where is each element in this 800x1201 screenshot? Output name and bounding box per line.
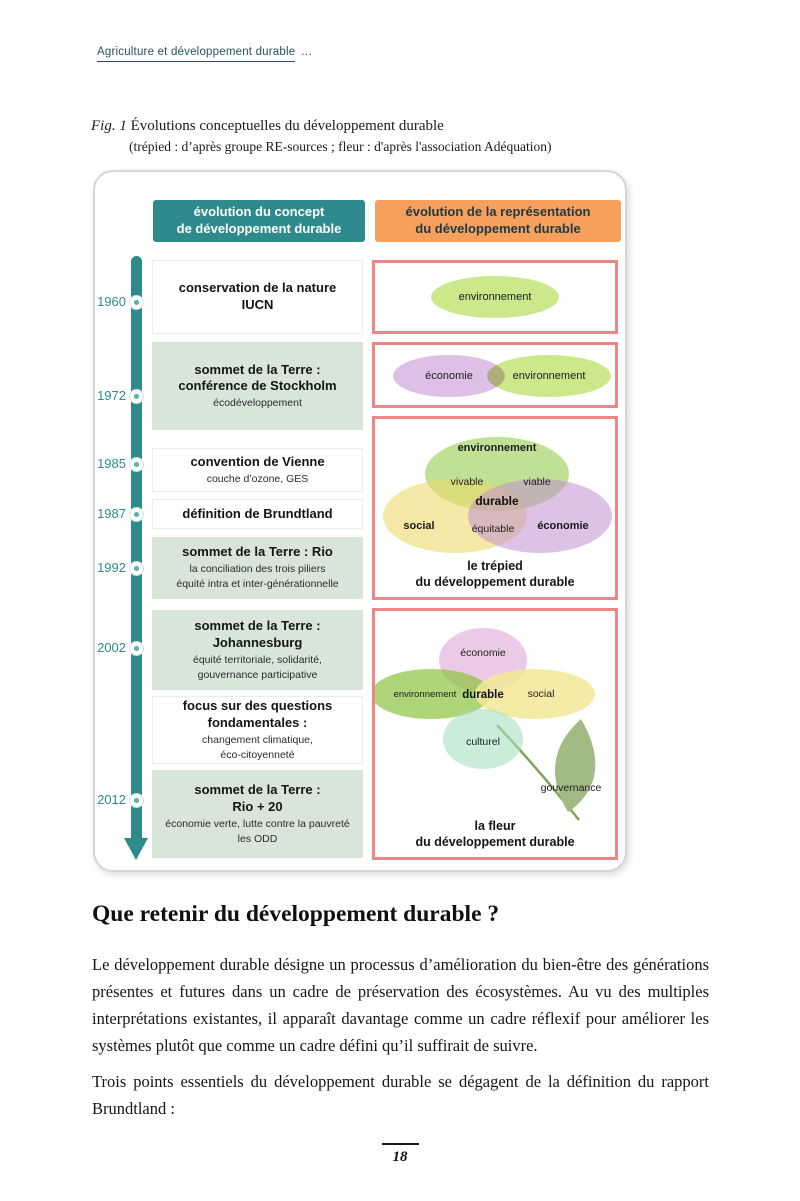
venn-label-vivable: vivable bbox=[450, 476, 484, 488]
venn-label-durable: durable bbox=[475, 494, 519, 508]
page-number: 18 bbox=[392, 1149, 408, 1165]
event-title-line: convention de Vienne bbox=[190, 453, 325, 469]
event-vienne bbox=[152, 448, 363, 492]
year-1985: 1985 bbox=[97, 456, 126, 471]
event-sub-line: équité intra et inter-générationnelle bbox=[176, 578, 339, 591]
event-title-line: focus sur des questions bbox=[182, 697, 333, 713]
fleur-caption-line2: du développement durable bbox=[415, 834, 575, 849]
concept-header-line1: évolution du concept bbox=[193, 204, 325, 220]
event-rio bbox=[152, 537, 363, 599]
economie-ellipse: économie bbox=[393, 355, 505, 397]
event-rio-plus-20 bbox=[152, 770, 363, 858]
year-2002: 2002 bbox=[97, 640, 126, 655]
timeline-marker-icon bbox=[130, 508, 143, 521]
trepied-box bbox=[372, 416, 618, 600]
venn-label-viable: viable bbox=[523, 476, 551, 488]
event-johannesburg bbox=[152, 610, 363, 690]
timeline-marker-icon bbox=[130, 562, 143, 575]
flower-label-culturel: culturel bbox=[466, 736, 500, 748]
event-title-line: sommet de la Terre : bbox=[194, 361, 321, 377]
figure-caption-title: Évolutions conceptuelles du développement durable bbox=[130, 118, 444, 134]
year-1992: 1992 bbox=[97, 560, 126, 575]
running-head-ellipsis: … bbox=[300, 46, 313, 58]
gouvernance-leaf bbox=[555, 719, 595, 812]
running-head-title: Agriculture et développement durable bbox=[97, 46, 295, 62]
event-title-line: définition de Brundtland bbox=[182, 505, 333, 521]
venn-ellipse-economie bbox=[468, 479, 612, 553]
event-sub-line: les ODD bbox=[237, 832, 278, 845]
figure-caption bbox=[91, 118, 444, 135]
fleur-caption bbox=[375, 818, 615, 851]
event-title-line: Rio + 20 bbox=[232, 798, 283, 814]
timeline-bar bbox=[131, 256, 142, 838]
representation-header-line2: du développement durable bbox=[415, 221, 581, 236]
event-sub-line: gouvernance participative bbox=[197, 668, 318, 681]
timeline-marker-icon bbox=[130, 390, 143, 403]
event-sub-line: couche d’ozone, GES bbox=[206, 472, 309, 485]
environnement-ellipse: environnement bbox=[431, 276, 559, 318]
timeline-marker-icon bbox=[130, 458, 143, 471]
venn-diagram bbox=[375, 421, 615, 567]
footer-rule bbox=[382, 1143, 419, 1145]
event-sub-line: changement climatique, bbox=[202, 733, 313, 746]
year-2012: 2012 bbox=[97, 792, 126, 807]
trepied-caption-line1: le trépied bbox=[467, 558, 523, 573]
environnement-ellipse: environnement bbox=[487, 355, 611, 397]
event-sub-line: la conciliation des trois piliers bbox=[189, 563, 326, 576]
running-head bbox=[97, 46, 312, 58]
flower-label-environnement: environnement bbox=[393, 689, 457, 700]
trepied-caption bbox=[375, 558, 615, 591]
body-paragraph-2: Trois points essentiels du développement durable se dégagent de la définition du rapport Brundtland : bbox=[92, 1072, 709, 1118]
event-title-line: conservation de la nature bbox=[178, 280, 337, 296]
venn-label-equitable: équitable bbox=[471, 523, 515, 535]
event-brundtland bbox=[152, 499, 363, 529]
fleur-caption-line1: la fleur bbox=[474, 818, 516, 833]
representation-header-line1: évolution de la représentation bbox=[405, 204, 591, 220]
event-title-line: IUCN bbox=[241, 297, 274, 312]
concept-header-line2: de développement durable bbox=[176, 221, 342, 236]
flower-label-social: social bbox=[527, 688, 555, 700]
timeline-marker-icon bbox=[130, 642, 143, 655]
event-title-line: sommet de la Terre : Rio bbox=[182, 544, 333, 560]
figure-caption-label: Fig. 1 bbox=[91, 118, 127, 134]
flower-diagram bbox=[375, 613, 615, 825]
event-sub-line: écodéveloppement bbox=[213, 397, 302, 410]
section-heading: Que retenir du développement durable ? bbox=[92, 901, 500, 927]
year-1987: 1987 bbox=[97, 506, 126, 521]
body-paragraph-1: Le développement durable désigne un processus d’amélioration du bien-être des générations présentes et futures dans un cadre de préservation des écosystèmes. Au vu des multiples interprétations existantes, il apparaît davantage comme un cadre réflexif pour améliorer les systèmes plutôt que comme un cadre défini qu’il suffirait de suivre. bbox=[92, 955, 709, 1055]
event-questions-fondamentales bbox=[152, 696, 363, 764]
event-conservation-iucn bbox=[152, 260, 363, 334]
event-sub-line: économie verte, lutte contre la pauvreté bbox=[165, 817, 350, 830]
event-title-line: fondamentales : bbox=[207, 714, 308, 730]
event-sub-line: éco-citoyenneté bbox=[220, 748, 295, 761]
figure-caption-subtitle: (trépied : d’après groupe RE-sources ; fleur : d'après l'association Adéquation) bbox=[129, 139, 552, 154]
event-title-line: Johannesburg bbox=[212, 634, 303, 650]
event-title-line: sommet de la Terre : bbox=[194, 617, 321, 633]
venn-label-environnement: environnement bbox=[457, 442, 537, 454]
venn-label-social: social bbox=[403, 520, 435, 532]
flower-label-durable: durable bbox=[462, 689, 504, 701]
flower-label-gouvernance: gouvernance bbox=[540, 782, 602, 794]
timeline-marker-icon bbox=[130, 794, 143, 807]
timeline-marker-icon bbox=[130, 296, 143, 309]
representation-1972-box bbox=[372, 342, 618, 408]
trepied-caption-line2: du développement durable bbox=[415, 574, 575, 589]
year-1960: 1960 bbox=[97, 294, 126, 309]
concept-column-header bbox=[153, 200, 365, 242]
event-sub-line: équité territoriale, solidarité, bbox=[193, 653, 322, 666]
event-stockholm bbox=[152, 342, 363, 430]
representation-1960-box bbox=[372, 260, 618, 334]
timeline-arrow-icon bbox=[124, 838, 148, 860]
flower-label-economie: économie bbox=[460, 647, 506, 659]
event-title-line: sommet de la Terre : bbox=[194, 781, 321, 797]
fleur-box bbox=[372, 608, 618, 860]
year-1972: 1972 bbox=[97, 388, 126, 403]
representation-column-header bbox=[375, 200, 621, 242]
event-title-line: conférence de Stockholm bbox=[178, 378, 337, 394]
figure-panel bbox=[93, 170, 627, 872]
venn-label-economie: économie bbox=[537, 520, 589, 532]
